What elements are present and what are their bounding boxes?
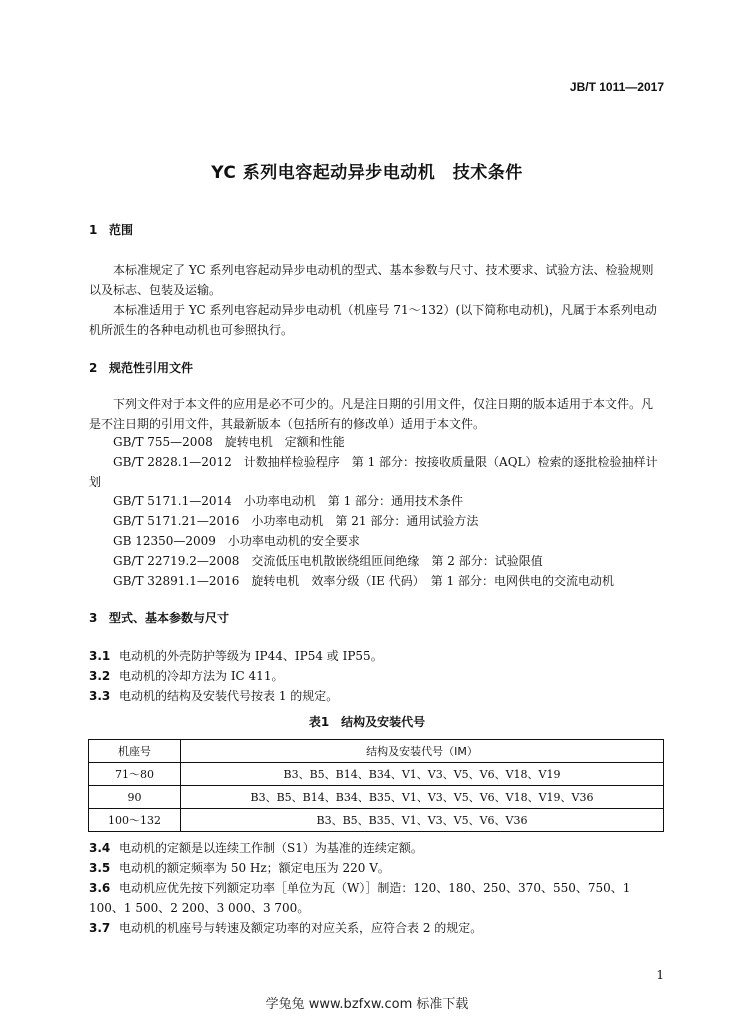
clause-text: 电动机的冷却方法为 IC 411。 (119, 669, 284, 683)
section-number: 2 (89, 361, 98, 375)
reference-item: GB/T 22719.2—2008 交流低压电机散嵌绕组匝间绝缘 第 2 部分：试验限值 (113, 554, 543, 568)
clause-number: 3.2 (89, 669, 111, 683)
clause-number: 3.1 (89, 649, 111, 663)
table-cell: B3、B5、B14、B34、V1、V3、V5、V6、V18、V19 (181, 763, 664, 786)
table-cell: 71～80 (89, 763, 181, 786)
clause-number: 3.3 (89, 689, 111, 703)
table-cell: B3、B5、B14、B34、B35、V1、V3、V5、V6、V18、V19、V36 (181, 786, 664, 809)
clause-3-1 (89, 646, 669, 666)
section-title: 范围 (109, 223, 134, 237)
reference-item: GB/T 32891.1—2016 旋转电机 效率分级（IE 代码） 第 1 部分：电网供电的交流电动机 (113, 574, 615, 588)
clause-number: 3.5 (89, 861, 111, 875)
table-header-row (89, 740, 664, 763)
reference-item: GB 12350—2009 小功率电动机的安全要求 (113, 534, 360, 548)
reference-item: GB/T 5171.1—2014 小功率电动机 第 1 部分：通用技术条件 (113, 494, 464, 508)
table-1 (88, 739, 664, 832)
section-1-paragraph-2: 本标准适用于 YC 系列电容起动异步电动机（机座号 71～132）(以下简称电动机)，凡属于本系列电动机所派生的各种电动机也可参照执行。 (89, 303, 657, 337)
reference-item: GB/T 755—2008 旋转电机 定额和性能 (113, 435, 345, 449)
table-1-title: 表1 结构及安装代号 (308, 715, 426, 729)
clause-text: 电动机的定额是以连续工作制（S1）为基准的连续定额。 (119, 841, 423, 855)
section-number: 1 (89, 223, 98, 237)
clause-text: 电动机的机座号与转速及额定功率的对应关系，应符合表 2 的规定。 (119, 921, 483, 935)
page-number: 1 (656, 968, 664, 982)
table-cell: 100～132 (89, 809, 181, 832)
section-title: 规范性引用文件 (109, 361, 194, 375)
section-title: 型式、基本参数与尺寸 (109, 611, 230, 625)
section-3-heading (89, 609, 229, 626)
section-1-heading (89, 221, 133, 238)
clause-3-2 (89, 666, 669, 686)
reference-item: GB/T 2828.1—2012 计数抽样检验程序 第 1 部分：按接收质量限（AQL）检索的逐批检验抽样计划 (89, 455, 658, 489)
section-2-heading (89, 359, 193, 376)
table-header-cell: 结构及安装代号（IM） (181, 740, 664, 763)
section-2-intro: 下列文件对于本文件的应用是必不可少的。凡是注日期的引用文件，仅注日期的版本适用于本文件。凡是不注日期的引用文件，其最新版本（包括所有的修改单）适用于本文件。 (89, 397, 654, 431)
table-cell: 90 (89, 786, 181, 809)
clause-3-5 (89, 858, 669, 878)
table-row (89, 763, 664, 786)
clause-text: 电动机应优先按下列额定功率［单位为瓦（W）］制造：120、180、250、370、550、750、1 100、1 500、2 200、3 000、3 700。 (89, 881, 631, 915)
table-row (89, 786, 664, 809)
clause-3-3 (89, 686, 669, 706)
clause-number: 3.4 (89, 841, 111, 855)
clause-number: 3.6 (89, 881, 111, 895)
clause-text: 电动机的外壳防护等级为 IP44、IP54 或 IP55。 (119, 649, 383, 663)
clause-text: 电动机的额定频率为 50 Hz；额定电压为 220 V。 (119, 861, 390, 875)
clause-number: 3.7 (89, 921, 111, 935)
table-cell: B3、B5、B35、V1、V3、V5、V6、V36 (181, 809, 664, 832)
clause-3-4 (89, 838, 669, 858)
table-header-cell: 机座号 (89, 740, 181, 763)
standard-code: JB/T 1011—2017 (569, 80, 664, 94)
document-title: YC 系列电容起动异步电动机 技术条件 (211, 163, 523, 183)
table-row (89, 809, 664, 832)
section-1-paragraph-1: 本标准规定了 YC 系列电容起动异步电动机的型式、基本参数与尺寸、技术要求、试验方法、检验规则以及标志、包装及运输。 (89, 263, 654, 297)
reference-item: GB/T 5171.21—2016 小功率电动机 第 21 部分：通用试验方法 (113, 514, 479, 528)
clause-3-6 (89, 878, 665, 918)
section-number: 3 (89, 611, 98, 625)
clause-text: 电动机的结构及安装代号按表 1 的规定。 (119, 689, 339, 703)
clause-3-7 (89, 918, 669, 938)
watermark-footer: 学兔兔 www.bzfxw.com 标准下载 (265, 997, 469, 1012)
